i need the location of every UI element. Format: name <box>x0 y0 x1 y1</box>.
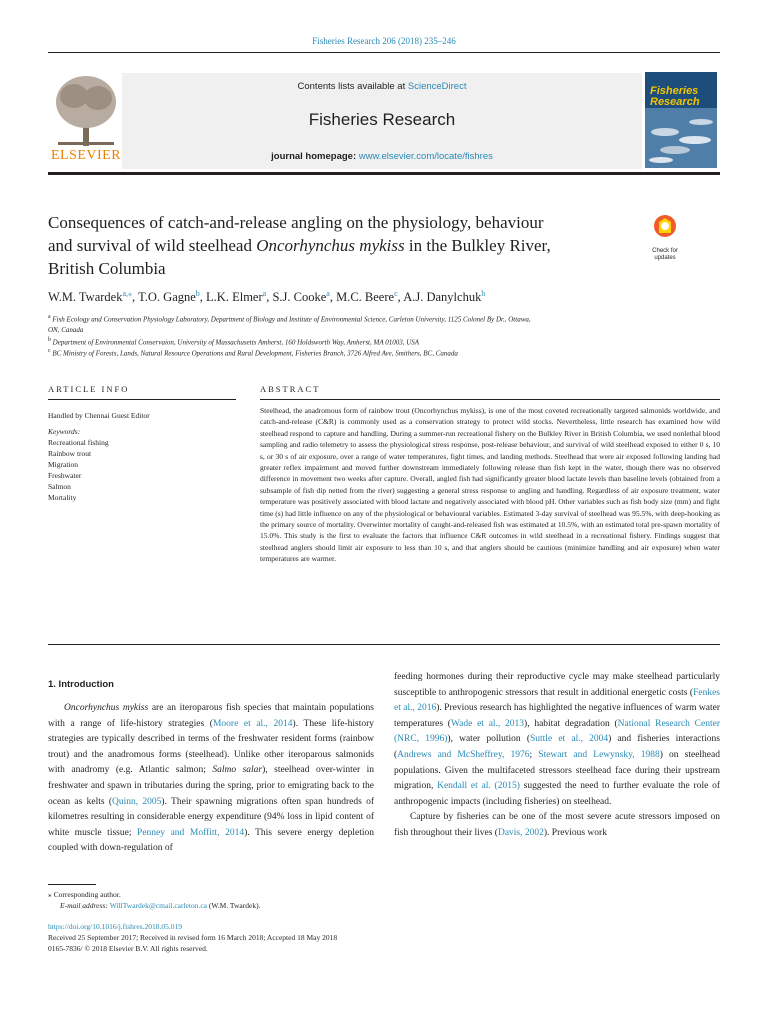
author-name[interactable]: L.K. Elmer <box>206 290 263 305</box>
handled-by: Handled by Chennai Guest Editor <box>48 411 150 420</box>
author-name[interactable]: M.C. Beere <box>336 290 395 305</box>
article-info-heading: ARTICLE INFO <box>48 384 130 394</box>
text-run: suggested the need to further evaluate the role of anthropogenic impacts (including fisheries) on steelhead. <box>394 781 720 807</box>
text-run: ). Their spawning migrations often span hundreds of kilometres resulting in considerable energy expenditure (94% loss in lipid content of white muscle tissue; <box>48 796 374 838</box>
keyword: Salmon <box>48 482 71 491</box>
publisher-logo-text: ELSEVIER <box>50 148 122 163</box>
author-affiliation-marker[interactable]: a,⁎ <box>122 289 133 298</box>
text-run: ). These life-history strategies are typically described in terms of the freshwater resident forms (rainbow trout) and the anadromous forms (steelhead). Unlike other iteroparous salmonids with anadromy (e.g. Atlantic salmon; <box>48 718 375 776</box>
title-line-3: British Columbia <box>48 259 166 278</box>
journal-reference[interactable]: Fisheries Research 206 (2018) 235–246 <box>312 36 456 46</box>
citation-link[interactable]: Stewart and Lewynsky, 1988 <box>538 749 660 760</box>
email-note <box>60 900 260 911</box>
abstract-bottom-rule <box>48 644 720 645</box>
affiliation-text-cont: ON, Canada <box>48 326 84 335</box>
journal-title: Fisheries Research <box>308 110 456 129</box>
citation-link[interactable]: Andrews and McSheffrey, 1976 <box>397 749 530 760</box>
text-run: ; <box>529 749 539 760</box>
homepage-label: journal homepage: <box>271 151 359 162</box>
author-separator: , <box>266 290 273 305</box>
issn-copyright: 0165-7836/ © 2018 Elsevier B.V. All rights reserved. <box>48 944 208 953</box>
text-run: ), water pollution ( <box>447 734 530 745</box>
intro-paragraph-2 <box>394 810 720 841</box>
keyword: Mortality <box>48 493 77 502</box>
abstract-rule <box>260 399 720 400</box>
author-separator: , <box>132 290 139 305</box>
text-run: ). Previous research has highlighted the negative influences of warm water temperatures ( <box>394 703 720 729</box>
citation-link[interactable]: Moore et al., 2014 <box>212 718 293 729</box>
author-separator: , <box>397 290 404 305</box>
affiliation-text: BC Ministry of Forests, Lands, Natural Resource Operations and Rural Development, Fisheries Branch, 3726 Alfred Ave, Smithers, BC, Canada <box>52 349 458 358</box>
sciencedirect-link[interactable]: ScienceDirect <box>407 81 467 92</box>
author-affiliation-marker[interactable]: b <box>481 289 486 298</box>
affiliation-marker: b <box>48 337 51 343</box>
abstract-text: Steelhead, the anadromous form of rainbow trout (Oncorhynchus mykiss), is one of the most coveted recreationally targeted salmonids worldwide, and catch-and-release (C&R) is commonly used as a conservation strategy to protect wild stocks. Nevertheless, little research has examined how wild steelhead respond to capture and handling. During a summer-run recreational fishery on the Bulkley River in British Columbia, we used nonlethal blood sampling and radio telemetry to assess the physiological stress response, post-release behaviour, and survival of wild steelhead exposed to either 0 s, 10 s, or 30 s of air exposure, over a range of water temperatures, fight times, and landing methods. Steelhead that were air exposed following landing had greater reflex impairment and moved further downstream immediately following release than fish kept in the water, though there was no observed difference in movement two weeks after capture. Overall, angled fish had significantly greater blood lactate levels than baseline levels (obtained from a subsample of fish dip netted from the river) suggesting a general stress response to angling and handling. Regardless of air exposure treatment, water temperature was positively associated with blood lactate and negatively associated with blood pH. Other variables such as fish body size (mm) and fight time (s) had little influence on any of the physiological or behavioural variables. Estimated 3-day survival of steelhead was 95.5%, with deep-hooking as the primary source of mortality. Overwinter mortality of caught-and-released fish was estimated at 10.5%, with an estimated total pre-spawn mortality of 15.0%. This study is the first to evaluate the factors that influence C&R outcomes in wild steelhead in a recreational fishery. Findings suggest that steelhead anglers should limit air exposure to less than 10 s, and that anglers should be cautious (minimize handling and air exposure) when water temperatures are warmer. <box>260 406 720 564</box>
header-divider <box>48 52 720 53</box>
citation-link[interactable]: Davis, 2002 <box>497 827 544 838</box>
email-label: E-mail address: <box>60 901 110 910</box>
keywords-list <box>48 437 236 503</box>
citation-link[interactable]: Kendall et al. (2015) <box>437 781 520 792</box>
keyword: Freshwater <box>48 471 82 480</box>
text-run: ). This severe energy depletion coupled with down-regulation of <box>48 827 374 854</box>
author-name[interactable]: S.J. Cooke <box>272 290 327 305</box>
intro-paragraph-1 <box>48 701 374 857</box>
title-line-2-pre: and survival of wild steelhead <box>48 236 257 255</box>
journal-homepage <box>122 151 642 162</box>
text-run: ) on steelhead populations. Given the multifaceted stressors steelhead face during their upstream migration, <box>394 749 720 792</box>
abstract-heading: ABSTRACT <box>260 384 321 394</box>
citation-link[interactable]: Wade et al., 2013 <box>450 718 525 729</box>
text-run: ), habitat degradation ( <box>524 718 618 729</box>
author-affiliation-marker[interactable]: c <box>394 289 398 298</box>
contents-prefix: Contents lists available at <box>297 81 408 92</box>
text-run: ). Previous work <box>543 827 607 838</box>
text-run: are an iteroparous fish species that maintain populations with a range of life-history strategies ( <box>48 703 374 729</box>
article-title <box>48 211 618 280</box>
text-run: ), steelhead over-winter in freshwater and spawn in tributaries during the spring, prior to emigrating back to the ocean as kelts ( <box>48 765 374 807</box>
citation-link[interactable]: Quinn, 2005 <box>112 796 162 807</box>
citation-link[interactable]: National Research Center (NRC, 1996) <box>394 718 720 745</box>
affiliation-a <box>48 312 720 336</box>
homepage-link[interactable]: www.elsevier.com/locate/fishres <box>358 151 493 162</box>
article-info-rule <box>48 399 236 400</box>
received-dates: Received 25 September 2017; Received in revised form 16 March 2018; Accepted 18 May 2018 <box>48 933 338 942</box>
citation-link[interactable]: Fenkes et al., 2016 <box>394 687 720 714</box>
section-heading-introduction: 1. Introduction <box>48 679 114 690</box>
italic-term: Oncorhynchus mykiss <box>64 703 149 713</box>
author-affiliation-marker[interactable]: a <box>262 289 267 298</box>
article-info-body <box>48 410 236 503</box>
author-name[interactable]: A.J. Danylchuk <box>403 290 482 305</box>
intro-paragraph-1-cont <box>394 670 720 810</box>
check-for-updates-badge[interactable] <box>645 213 685 261</box>
cover-title: Fisheries Research <box>650 85 700 108</box>
badge-label: Check for updates <box>652 248 678 261</box>
affiliation-text: Department of Environmental Conservaion, University of Massachusetts Amherst, 160 Holdsworth Way, Amherst, MA 01003, USA <box>52 338 420 347</box>
keyword: Rainbow trout <box>48 449 92 458</box>
citation-link[interactable]: Penney and Moffitt, 2014 <box>137 827 245 838</box>
citation-link[interactable]: Suttle et al., 2004 <box>530 734 609 745</box>
author-separator: , <box>329 290 337 305</box>
title-species: Oncorhynchus mykiss <box>256 236 405 255</box>
author-name[interactable]: T.O. Gagne <box>138 290 196 305</box>
affiliation-marker: a <box>48 314 51 320</box>
keyword: Recreational fishing <box>48 438 109 447</box>
text-run: ) and fisheries interactions ( <box>394 734 720 760</box>
intro-left-column <box>48 701 374 857</box>
author-affiliation-marker[interactable]: a <box>326 289 330 298</box>
author-list <box>48 289 720 305</box>
author-name[interactable]: W.M. Twardek <box>48 290 123 305</box>
title-line-1: Consequences of catch-and-release angling on the physiology, behaviour <box>48 213 544 232</box>
intro-right-column <box>394 670 720 842</box>
footnote-rule <box>48 884 96 885</box>
email-suffix: (W.M. Twardek). <box>207 901 261 910</box>
header-bottom-rule <box>48 172 720 175</box>
email-link[interactable]: WillTwardek@cmail.carleton.ca <box>109 901 208 910</box>
text-run: Capture by fisheries can be one of the most severe acute stressors imposed on fish throughout their lives ( <box>394 812 720 838</box>
text-run: feeding hormones during their reproductive cycle may make steelhead particularly susceptible to anthropogenic stressors that result in additional energetic costs ( <box>394 672 720 698</box>
author-separator: , <box>199 290 207 305</box>
corresponding-author-note: ⁎ Corresponding author. <box>48 890 121 899</box>
affiliation-c <box>48 346 720 359</box>
keyword: Migration <box>48 460 78 469</box>
title-line-2-post: in the Bulkley River, <box>404 236 551 255</box>
affiliation-text: Fish Ecology and Conservation Physiology Laboratory, Department of Biology and Institute of Environmental Science, Carleton University, 1125 Colonel By Dr., Ottawa, <box>52 315 531 324</box>
affiliation-marker: c <box>48 348 51 354</box>
author-affiliation-marker[interactable]: b <box>195 289 200 298</box>
keywords-label: Keywords: <box>48 427 81 436</box>
italic-term: Salmo salar <box>212 765 263 776</box>
doi-link[interactable]: https://doi.org/10.1016/j.fishres.2018.05.019 <box>48 922 183 931</box>
contents-line <box>122 81 642 92</box>
title-line-2 <box>48 234 618 257</box>
